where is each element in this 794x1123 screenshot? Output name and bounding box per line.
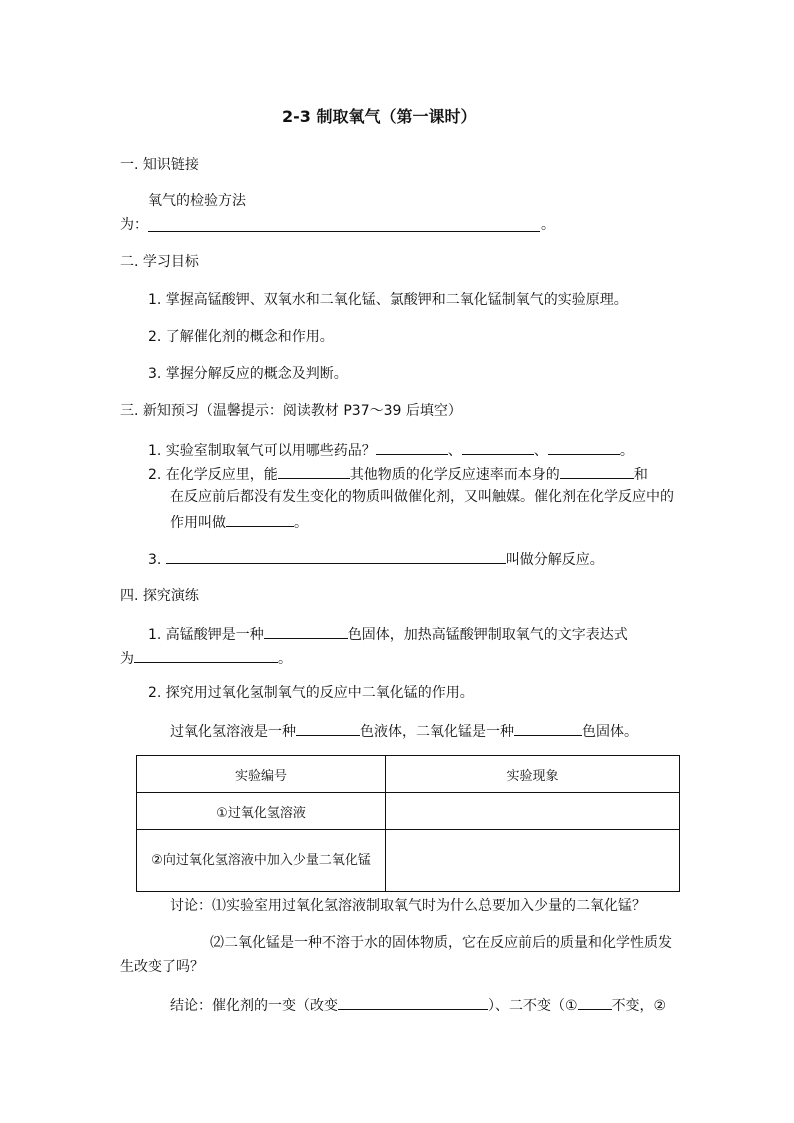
practice-q2-text: 色液体，二氧化锰是一种 bbox=[360, 724, 514, 740]
end-mark: 。 bbox=[294, 515, 308, 531]
table-cell: ②向过氧化氢溶液中加入少量二氧化锰 bbox=[137, 830, 386, 892]
end-mark: 。 bbox=[619, 443, 634, 459]
answer-blank[interactable] bbox=[296, 721, 360, 736]
conclusion-text: 不变，② bbox=[611, 998, 667, 1014]
table-cell-answer[interactable] bbox=[386, 830, 680, 892]
answer-blank[interactable] bbox=[560, 464, 634, 479]
answer-blank[interactable] bbox=[278, 464, 350, 479]
practice-q1-line2 bbox=[120, 648, 292, 668]
section-3-heading: 三. 新知预习（温馨提示：阅读教材 P37～39 后填空） bbox=[120, 403, 462, 419]
table-row bbox=[137, 793, 680, 830]
table-cell-answer[interactable] bbox=[386, 793, 680, 830]
answer-blank[interactable] bbox=[514, 721, 582, 736]
objective-item: 2. 了解催化剂的概念和作用。 bbox=[148, 329, 334, 345]
experiment-table bbox=[136, 755, 680, 892]
practice-q2-text: 过氧化氢溶液是一种 bbox=[170, 724, 296, 740]
objective-item: 1. 掌握高锰酸钾、双氧水和二氧化锰、氯酸钾和二氧化锰制氧气的实验原理。 bbox=[148, 292, 628, 308]
table-header-row bbox=[137, 756, 680, 793]
section-1-prefix: 为： bbox=[120, 217, 148, 233]
section-1-heading: 一. 知识链接 bbox=[120, 157, 199, 173]
preview-q2-text: 和 bbox=[633, 467, 648, 483]
answer-blank[interactable] bbox=[338, 995, 488, 1010]
answer-blank[interactable] bbox=[376, 440, 448, 455]
table-cell: ①过氧化氢溶液 bbox=[137, 793, 386, 830]
answer-blank[interactable] bbox=[134, 648, 278, 663]
page-title: 2-3 制取氧气（第一课时） bbox=[282, 107, 477, 126]
discussion-2-line1: ⑵二氧化锰是一种不溶于水的固体物质，它在反应前后的质量和化学性质发 bbox=[210, 935, 672, 951]
preview-q1-text: 1. 实验室制取氧气可以用哪些药品？ bbox=[148, 443, 376, 459]
discussion-1: 讨论：⑴实验室用过氧化氢溶液制取氧气时为什么总要加入少量的二氧化锰？ bbox=[170, 898, 646, 914]
preview-q2-line3 bbox=[170, 512, 308, 532]
answer-blank[interactable] bbox=[148, 231, 540, 232]
end-mark: 。 bbox=[278, 651, 292, 667]
preview-q2-line2: 在反应前后都没有发生变化的物质叫做催化剂，又叫触媒。催化剂在化学反应中的 bbox=[170, 489, 674, 505]
practice-q1-line1 bbox=[148, 624, 628, 644]
preview-q1 bbox=[148, 440, 634, 460]
practice-q2: 2. 探究用过氧化氢制氧气的反应中二氧化锰的作用。 bbox=[148, 685, 474, 701]
preview-q3 bbox=[148, 549, 604, 569]
practice-q1-text: 色固体，加热高锰酸钾制取氧气的文字表达式 bbox=[347, 627, 628, 643]
conclusion-text: ）、二不变（① bbox=[488, 998, 578, 1014]
practice-q1-text: 为 bbox=[120, 651, 134, 667]
table-header: 实验现象 bbox=[386, 756, 680, 793]
table-header: 实验编号 bbox=[137, 756, 386, 793]
table-row bbox=[137, 830, 680, 892]
answer-blank[interactable] bbox=[462, 440, 534, 455]
preview-q2-text: 2. 在化学反应里，能 bbox=[148, 467, 278, 483]
discussion-2-line2: 生改变了吗？ bbox=[120, 959, 204, 975]
practice-q1-text: 1. 高锰酸钾是一种 bbox=[148, 627, 264, 643]
practice-q2-fill bbox=[170, 721, 638, 741]
section-4-heading: 四. 探究演练 bbox=[120, 588, 199, 604]
preview-q2-text: 其他物质的化学反应速率而本身的 bbox=[349, 467, 560, 483]
objective-item: 3. 掌握分解反应的概念及判断。 bbox=[148, 366, 348, 382]
answer-blank[interactable] bbox=[264, 624, 348, 639]
answer-blank[interactable] bbox=[578, 995, 612, 1010]
practice-q2-text: 色固体。 bbox=[582, 724, 638, 740]
separator: 、 bbox=[447, 443, 462, 459]
preview-q2-line1 bbox=[148, 464, 648, 484]
conclusion bbox=[170, 995, 666, 1015]
item-number: 3. bbox=[148, 552, 162, 568]
preview-q3-text: 叫做分解反应。 bbox=[505, 552, 604, 568]
conclusion-text: 结论：催化剂的一变（改变 bbox=[170, 998, 338, 1014]
section-1-end: 。 bbox=[541, 217, 555, 233]
section-1-text: 氧气的检验方法 bbox=[148, 193, 246, 209]
answer-blank[interactable] bbox=[166, 549, 506, 564]
answer-blank[interactable] bbox=[226, 512, 294, 527]
answer-blank[interactable] bbox=[548, 440, 620, 455]
separator: 、 bbox=[533, 443, 548, 459]
preview-q2-text: 作用叫做 bbox=[170, 515, 226, 531]
section-2-heading: 二. 学习目标 bbox=[120, 254, 199, 270]
